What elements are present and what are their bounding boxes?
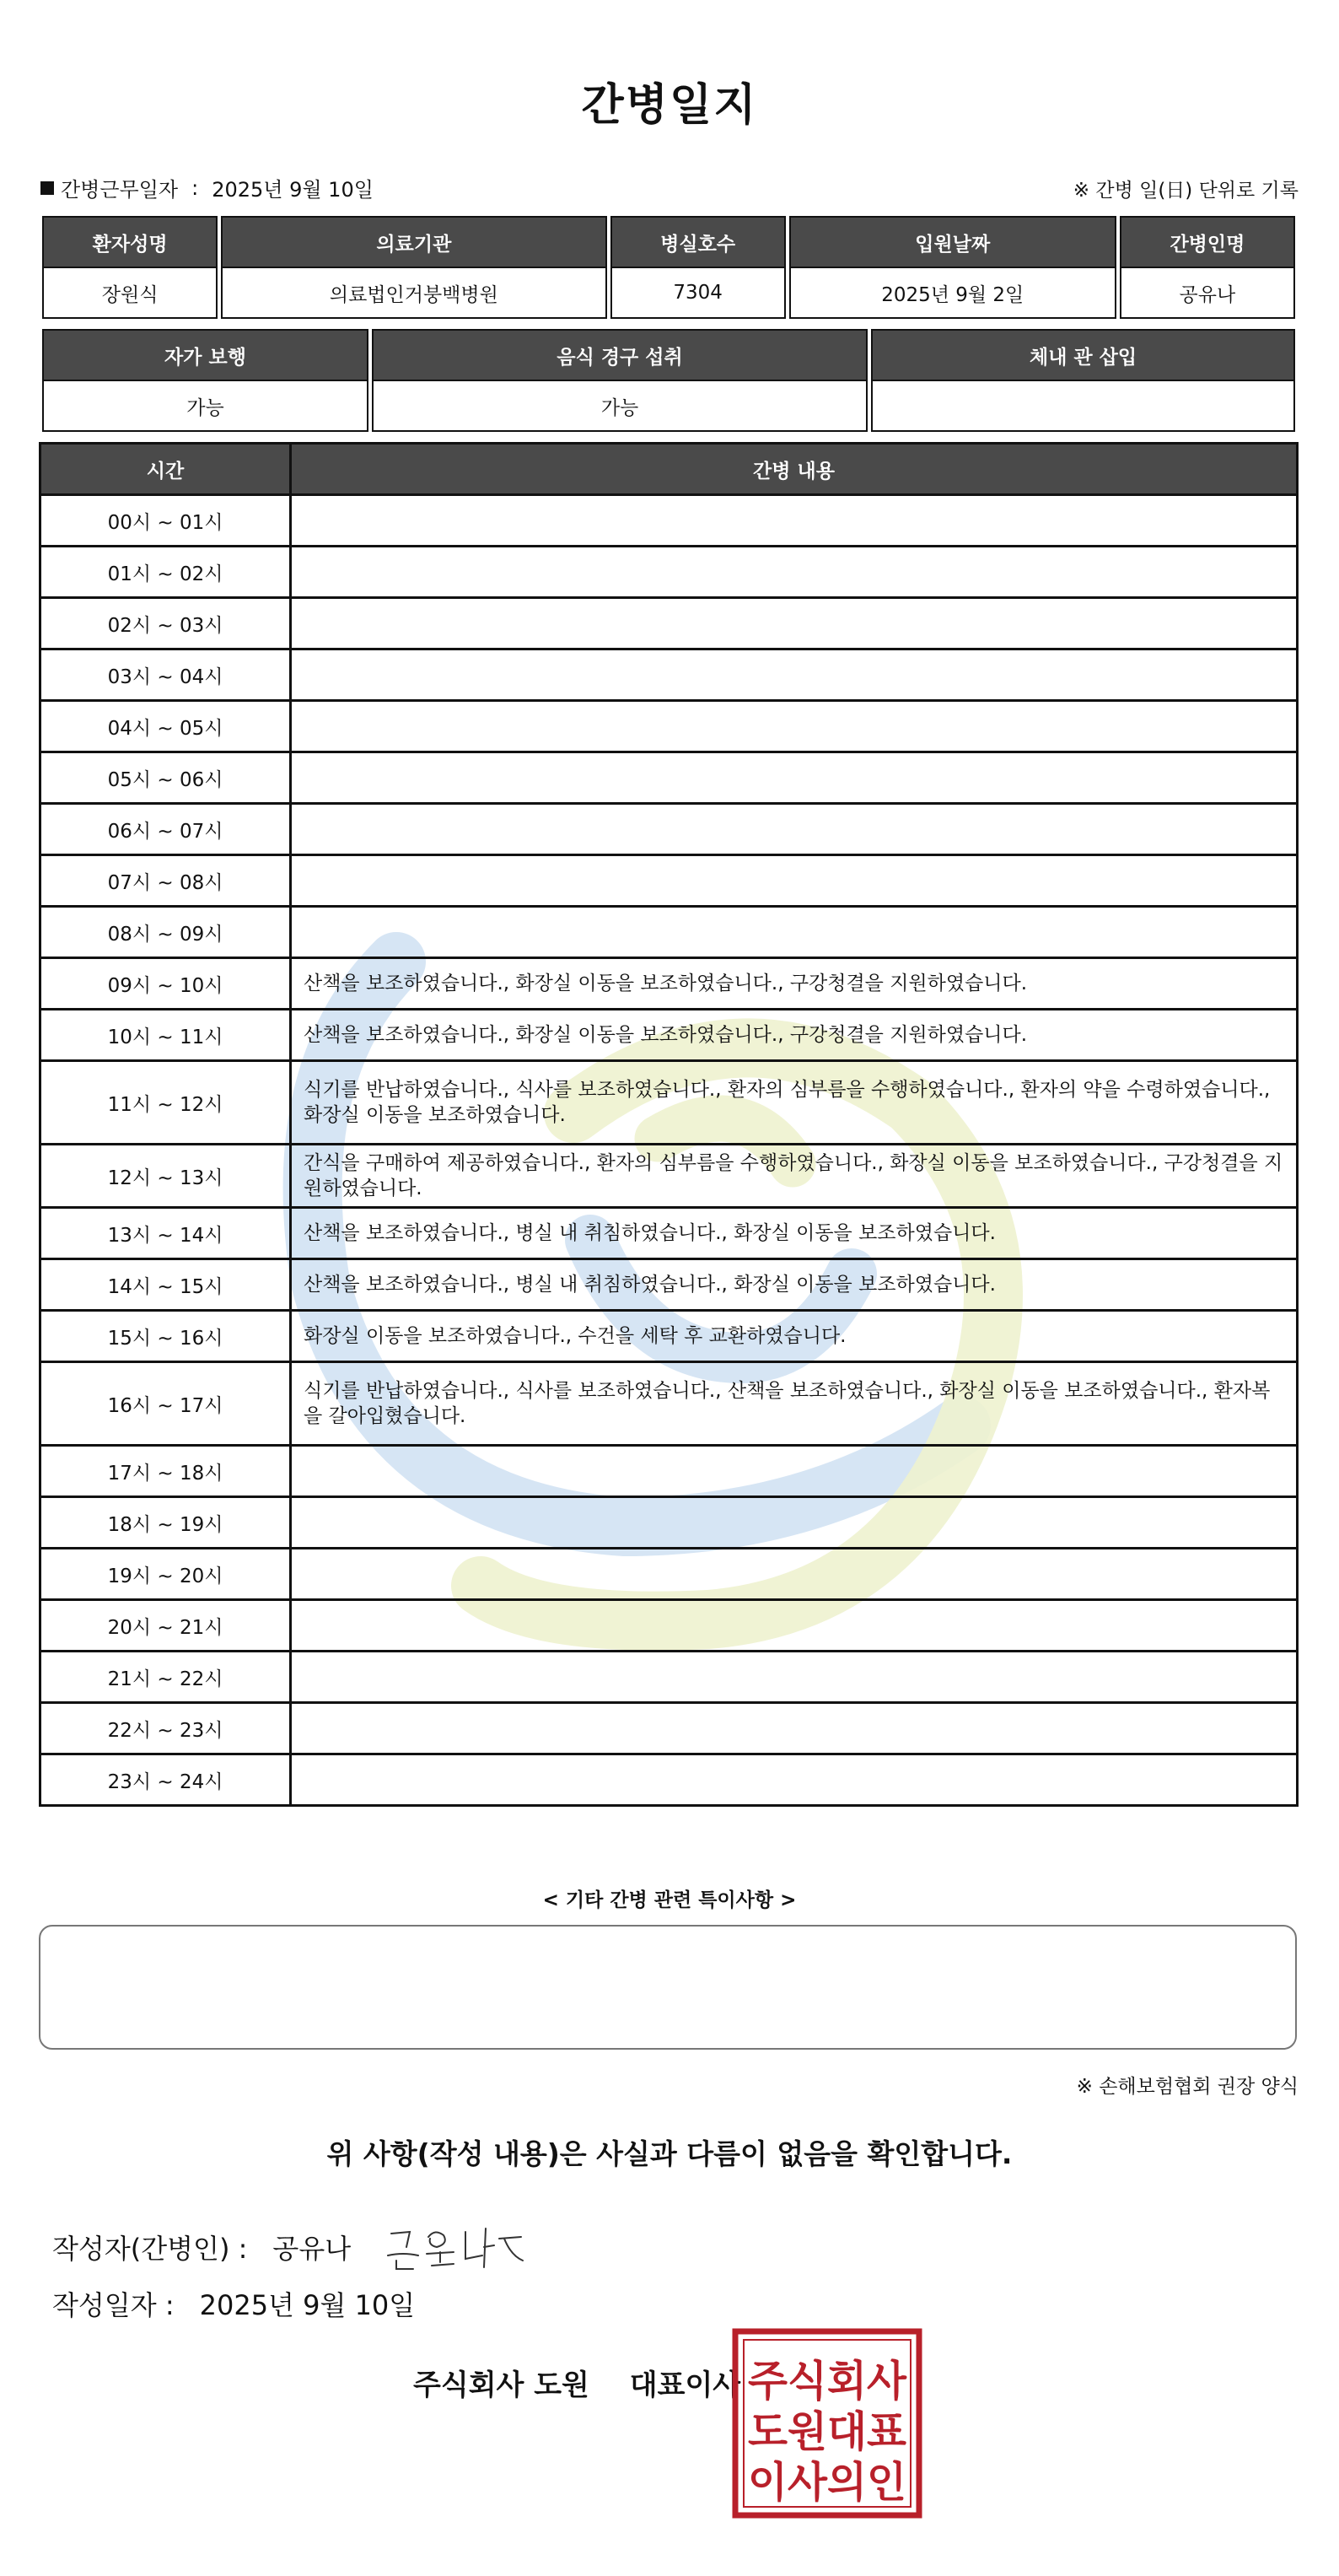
log-time: 00시 ~ 01시 (40, 495, 291, 547)
oral-intake-value: 가능 (372, 381, 868, 432)
confirmation-statement: 위 사항(작성 내용)은 사실과 다름이 없음을 확인합니다. (326, 2137, 1013, 2170)
company-signature (413, 2362, 740, 2403)
header-care-content: 간병 내용 (291, 444, 1298, 495)
log-row (40, 1362, 1298, 1446)
log-time: 10시 ~ 11시 (40, 1010, 291, 1061)
log-time: 15시 ~ 16시 (40, 1311, 291, 1362)
log-description: 식기를 반납하였습니다., 식사를 보조하였습니다., 환자의 심부름을 수행하였습니다., 환자의 약을 수령하였습니다., 화장실 이동을 보조하였습니다. (291, 1061, 1298, 1145)
log-time: 02시 ~ 03시 (40, 598, 291, 649)
log-row (40, 1652, 1298, 1703)
company-seal-stamp (732, 2328, 922, 2519)
log-description (291, 598, 1298, 649)
log-header-row (40, 444, 1298, 495)
patient-info-value-row (42, 268, 1295, 319)
log-description: 화장실 이동을 보조하였습니다., 수건을 세탁 후 교환하였습니다. (291, 1311, 1298, 1362)
log-time: 01시 ~ 02시 (40, 547, 291, 598)
log-row (40, 701, 1298, 752)
room-number: 7304 (610, 268, 786, 319)
document-title: 간병일지 (581, 80, 758, 131)
log-description (291, 495, 1298, 547)
log-time: 12시 ~ 13시 (40, 1145, 291, 1208)
header-self-walking: 자가 보행 (42, 329, 368, 381)
header-time: 시간 (40, 444, 291, 495)
remarks-box (39, 1925, 1297, 2050)
log-time: 22시 ~ 23시 (40, 1703, 291, 1754)
write-date-row (52, 2284, 415, 2323)
log-time: 21시 ~ 22시 (40, 1652, 291, 1703)
log-description (291, 1754, 1298, 1806)
log-description (291, 701, 1298, 752)
log-time: 18시 ~ 19시 (40, 1497, 291, 1549)
log-description (291, 1652, 1298, 1703)
daily-record-note: ※ 간병 일(日) 단위로 기록 (1073, 180, 1299, 202)
log-row (40, 1311, 1298, 1362)
log-row (40, 1754, 1298, 1806)
log-row (40, 495, 1298, 547)
status-value-row (42, 381, 1295, 432)
log-time: 14시 ~ 15시 (40, 1259, 291, 1311)
log-row (40, 598, 1298, 649)
log-row (40, 1145, 1298, 1208)
log-description (291, 907, 1298, 958)
log-time: 20시 ~ 21시 (40, 1600, 291, 1652)
self-walking-value: 가능 (42, 381, 368, 432)
hospital-name: 의료법인거붕백병원 (221, 268, 606, 319)
caregiver-name: 공유나 (1120, 268, 1295, 319)
log-row (40, 1259, 1298, 1311)
write-date-label: 작성일자 : (52, 2289, 175, 2321)
log-description (291, 547, 1298, 598)
log-row (40, 804, 1298, 855)
log-description: 식기를 반납하였습니다., 식사를 보조하였습니다., 산책을 보조하였습니다., 화장실 이동을 보조하였습니다., 환자복을 갈아입혔습니다. (291, 1362, 1298, 1446)
log-time: 13시 ~ 14시 (40, 1208, 291, 1259)
header-admission-date: 입원날짜 (789, 216, 1116, 268)
log-row (40, 752, 1298, 804)
log-time: 17시 ~ 18시 (40, 1446, 291, 1497)
patient-name: 장원식 (42, 268, 218, 319)
log-description: 산책을 보조하였습니다., 병실 내 취침하였습니다., 화장실 이동을 보조하였습니다. (291, 1259, 1298, 1311)
log-description (291, 1600, 1298, 1652)
header-hospital: 의료기관 (221, 216, 606, 268)
admission-date: 2025년 9월 2일 (789, 268, 1116, 319)
log-time: 19시 ~ 20시 (40, 1549, 291, 1600)
log-description (291, 804, 1298, 855)
header-tube-insertion: 체내 관 삽입 (871, 329, 1295, 381)
write-date-value: 2025년 9월 10일 (199, 2289, 416, 2321)
log-description (291, 1703, 1298, 1754)
log-row (40, 1549, 1298, 1600)
log-description (291, 752, 1298, 804)
representative-title: 대표이사 (629, 2369, 741, 2402)
log-description: 산책을 보조하였습니다., 병실 내 취침하였습니다., 화장실 이동을 보조하였습니다. (291, 1208, 1298, 1259)
header-caregiver-name: 간병인명 (1120, 216, 1295, 268)
log-time: 09시 ~ 10시 (40, 958, 291, 1010)
log-time: 23시 ~ 24시 (40, 1754, 291, 1806)
log-description: 간식을 구매하여 제공하였습니다., 환자의 심부름을 수행하였습니다., 화장실 이동을 보조하였습니다., 구강청결을 지원하였습니다. (291, 1145, 1298, 1208)
log-row (40, 855, 1298, 907)
log-description: 산책을 보조하였습니다., 화장실 이동을 보조하였습니다., 구강청결을 지원하였습니다. (291, 1010, 1298, 1061)
log-row (40, 547, 1298, 598)
writer-row (52, 2222, 528, 2272)
header-oral-intake: 음식 경구 섭취 (372, 329, 868, 381)
header-patient-name: 환자성명 (42, 216, 218, 268)
work-date-value: 2025년 9월 10일 (212, 178, 374, 202)
log-row (40, 1497, 1298, 1549)
log-time: 16시 ~ 17시 (40, 1362, 291, 1446)
work-date-separator: : (191, 175, 199, 200)
svg-text:주식회사: 주식회사 (748, 2357, 907, 2406)
patient-status-table (39, 329, 1299, 432)
log-row (40, 958, 1298, 1010)
work-date (40, 173, 374, 202)
log-row (40, 1061, 1298, 1145)
log-row (40, 1208, 1298, 1259)
svg-text:도원대표: 도원대표 (748, 2407, 907, 2456)
log-time: 03시 ~ 04시 (40, 649, 291, 701)
company-name: 주식회사 도원 (413, 2369, 589, 2402)
log-row (40, 649, 1298, 701)
square-bullet-icon (40, 181, 54, 195)
work-date-label: 간병근무일자 (61, 178, 179, 202)
handwritten-signature (384, 2222, 528, 2272)
log-description (291, 1446, 1298, 1497)
log-row (40, 1446, 1298, 1497)
log-time: 05시 ~ 06시 (40, 752, 291, 804)
log-body (40, 495, 1298, 1806)
log-description (291, 1497, 1298, 1549)
log-time: 11시 ~ 12시 (40, 1061, 291, 1145)
log-row (40, 1010, 1298, 1061)
log-row (40, 907, 1298, 958)
log-time: 07시 ~ 08시 (40, 855, 291, 907)
log-description (291, 649, 1298, 701)
hourly-care-log-table (39, 442, 1299, 1807)
header-room-number: 병실호수 (610, 216, 786, 268)
status-header-row (42, 329, 1295, 381)
svg-text:이사의인: 이사의인 (748, 2458, 906, 2507)
log-time: 04시 ~ 05시 (40, 701, 291, 752)
tube-insertion-value (871, 381, 1295, 432)
writer-name: 공유나 (272, 2233, 352, 2265)
log-time: 08시 ~ 09시 (40, 907, 291, 958)
log-description (291, 855, 1298, 907)
log-row (40, 1600, 1298, 1652)
patient-info-header-row (42, 216, 1295, 268)
form-source-note: ※ 손해보험협회 권장 양식 (1076, 2076, 1299, 2098)
log-description (291, 1549, 1298, 1600)
remarks-label: < 기타 간병 관련 특이사항 > (542, 1889, 797, 1911)
log-description: 산책을 보조하였습니다., 화장실 이동을 보조하였습니다., 구강청결을 지원하였습니다. (291, 958, 1298, 1010)
log-row (40, 1703, 1298, 1754)
log-time: 06시 ~ 07시 (40, 804, 291, 855)
patient-info-table (39, 216, 1299, 319)
writer-label: 작성자(간병인) : (52, 2233, 248, 2265)
